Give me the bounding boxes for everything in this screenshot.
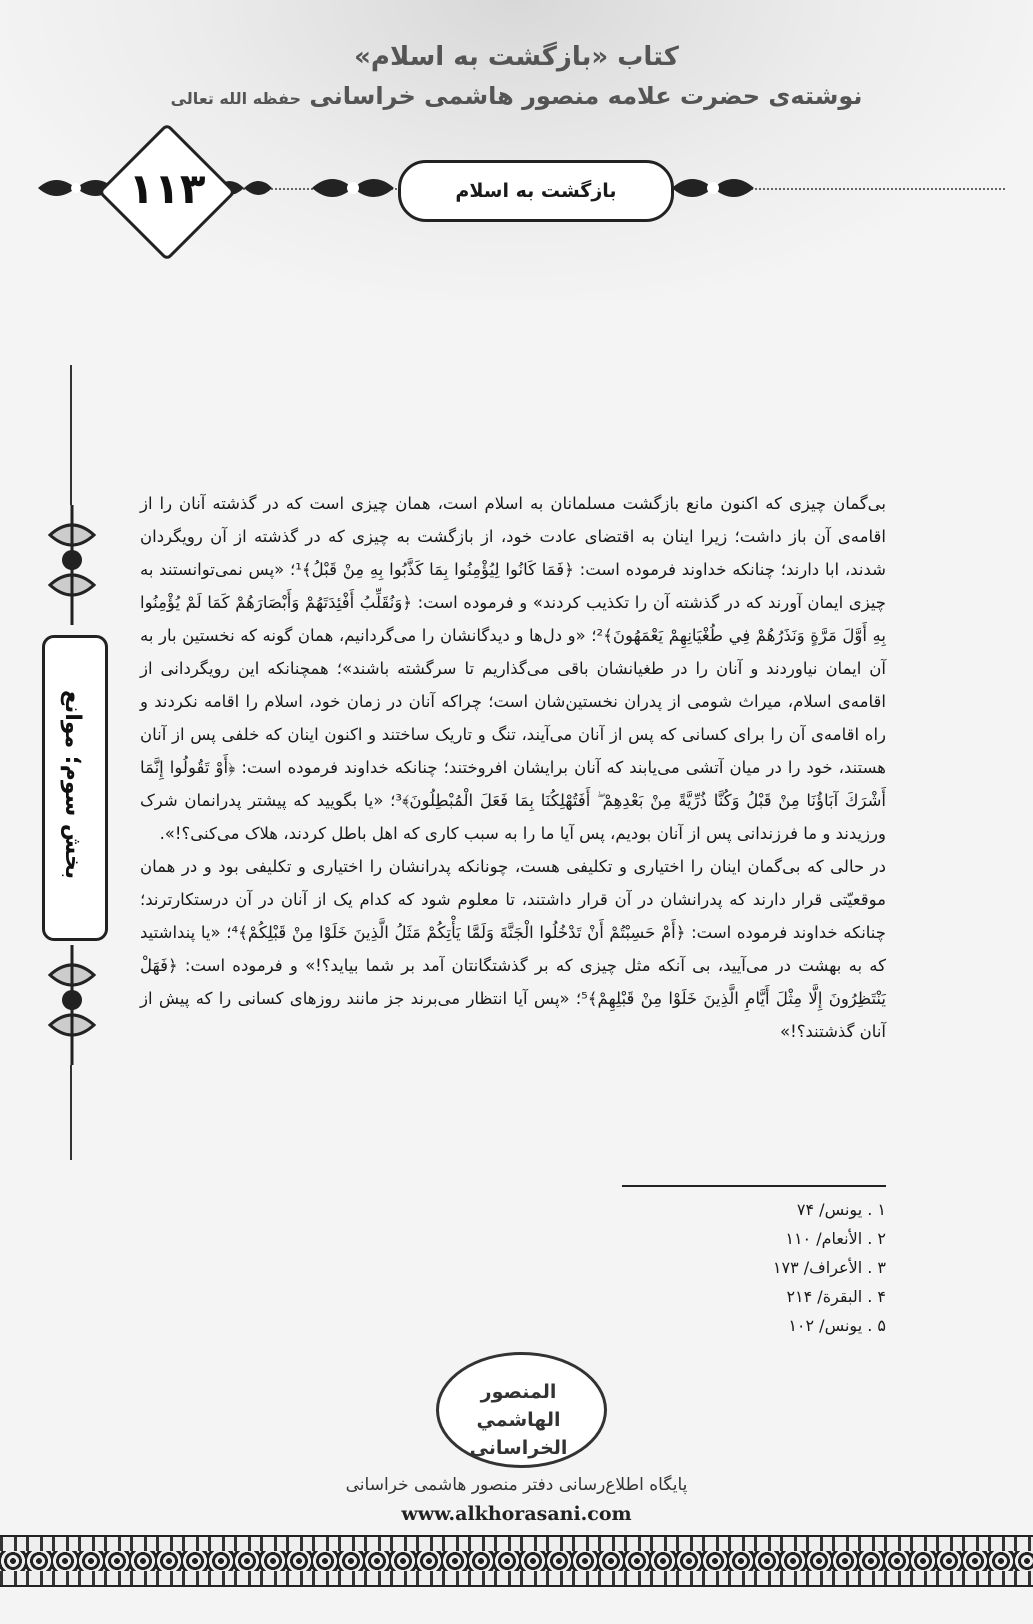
- author-honorific: حفظه الله تعالی: [170, 89, 302, 108]
- section-banner: بازگشت به اسلام: [398, 160, 674, 222]
- seal-text: المنصور الهاشمي الخراساني: [469, 1381, 568, 1459]
- footnote: ۵ . یونس/ ۱۰۲: [788, 1316, 886, 1335]
- floral-ornament-icon: [310, 168, 396, 208]
- footnote: ۲ . الأنعام/ ۱۱۰: [785, 1229, 886, 1248]
- book-title: کتاب «بازگشت به اسلام»: [354, 42, 679, 72]
- footnote-rule: [622, 1185, 886, 1187]
- paragraph: در حالی که بی‌گمان اینان را اختیاری و تکلیفی هست، چونانکه پدرانشان را اختیاری و تکلیفی بود و در همان موقعیّتی قرار دارند که پدرانشان در آن قرار داشتند، تا معلوم شود که کدام یک از آنان در آن درستکارترند؛ چنانکه خداوند فرموده است: ﴿أَمْ حَسِبْتُمْ أَنْ تَدْخُلُوا الْجَنَّةَ وَلَمَّا يَأْتِكُمْ مَثَلُ الَّذِينَ خَلَوْا مِنْ قَبْلِكُمْ﴾⁴؛ «یا پنداشتید که به بهشت در می‌آیید، بی آنکه مثل چیزی که بر گذشتگانتان آمد بر شما بیاید؟!» و فرموده است: ﴿فَهَلْ يَنْتَظِرُونَ إِلَّا مِثْلَ أَيَّامِ الَّذِينَ خَلَوْا مِنْ قَبْلِهِمْ﴾⁵؛ «پس آیا انتظار می‌برند جز مانند روزهای کسانی را که پیش از آنان گذشتند؟!»: [140, 857, 886, 1041]
- author-line: [0, 82, 1033, 110]
- site-caption: پایگاه اطلاع‌رسانی دفتر منصور هاشمی خراسانی: [345, 1475, 688, 1495]
- footnote: ۴ . البقرة/ ۲۱۴: [786, 1287, 886, 1306]
- footnote: ۳ . الأعراف/ ۱۷۳: [772, 1258, 886, 1277]
- main-text: [140, 487, 886, 1048]
- decorative-border: [0, 1535, 1033, 1587]
- floral-ornament-icon: [40, 505, 104, 625]
- page-number: ۱۱۳: [128, 164, 206, 213]
- paragraph: بی‌گمان چیزی که اکنون مانع بازگشت مسلمانان به اسلام است، همان چیزی است که در گذشته آنان را از اقامه‌ی آن باز داشت؛ زیرا اینان به اقتضای عادت خود، از بازگشت به چیزی که در گذشته از آن رویگردان شدند، ابا دارند؛ چنانکه خداوند فرموده است: ﴿فَمَا كَانُوا لِيُؤْمِنُوا بِمَا كَذَّبُوا بِهِ مِنْ قَبْلُ﴾¹؛ «پس نمی‌توانستند به چیزی ایمان آورند که در گذشته آن را تکذیب کردند» و فرموده است: ﴿وَنُقَلِّبُ أَفْئِدَتَهُمْ وَأَبْصَارَهُمْ كَمَا لَمْ يُؤْمِنُوا بِهِ أَوَّلَ مَرَّةٍ وَنَذَرُهُمْ فِي طُغْيَانِهِمْ يَعْمَهُونَ﴾²؛ «و دل‌ها و دیدگانشان را می‌گردانیم، همان گونه که نخستین بار به آن ایمان نیاوردند و آنان را در طغیانشان باقی می‌گذاریم تا سرگشته باشند»؛ همچنانکه این رویگردانی از اقامه‌ی اسلام، میراث شومی از پدران نخستین‌شان است؛ چراکه آنان در زمان خود، اسلام را اقامه نکردند و راه اقامه‌ی آن را برای کسانی که پس از آنان می‌آیند، تنگ و تاریک ساختند و اکنون اینان که خلفی پس از آنان هستند، خود را در میان آتشی می‌یابند که آنان برایشان افروختند؛ چنانکه خداوند فرموده است: ﴿أَوْ تَقُولُوا إِنَّمَا أَشْرَكَ آبَاؤُنَا مِنْ قَبْلُ وَكُنَّا ذُرِّيَّةً مِنْ بَعْدِهِمْ ۖ أَفَتُهْلِكُنَا بِمَا فَعَلَ الْمُبْطِلُونَ﴾³؛ «یا بگویید که پیشتر پدرانمان شرک ورزیدند و ما فرزندانی پس از آنان بودیم، پس آیا ما را به سبب کاری که اهل باطل کردند، هلاک می‌کنی؟!».: [140, 494, 887, 843]
- author-name: نوشته‌ی حضرت علامه منصور هاشمی خراسانی: [309, 82, 863, 110]
- floral-ornament-icon: [670, 168, 756, 208]
- chapter-label: بخش سوم؛ موانع: [60, 690, 85, 880]
- site-url[interactable]: www.alkhorasani.com: [401, 1503, 632, 1525]
- sidebar-rule-top: [70, 365, 72, 505]
- footnote: ۱ . یونس/ ۷۴: [796, 1200, 886, 1219]
- floral-ornament-icon: [40, 945, 104, 1065]
- footnotes: [600, 1195, 886, 1340]
- sidebar-rule-bottom: [70, 1065, 72, 1160]
